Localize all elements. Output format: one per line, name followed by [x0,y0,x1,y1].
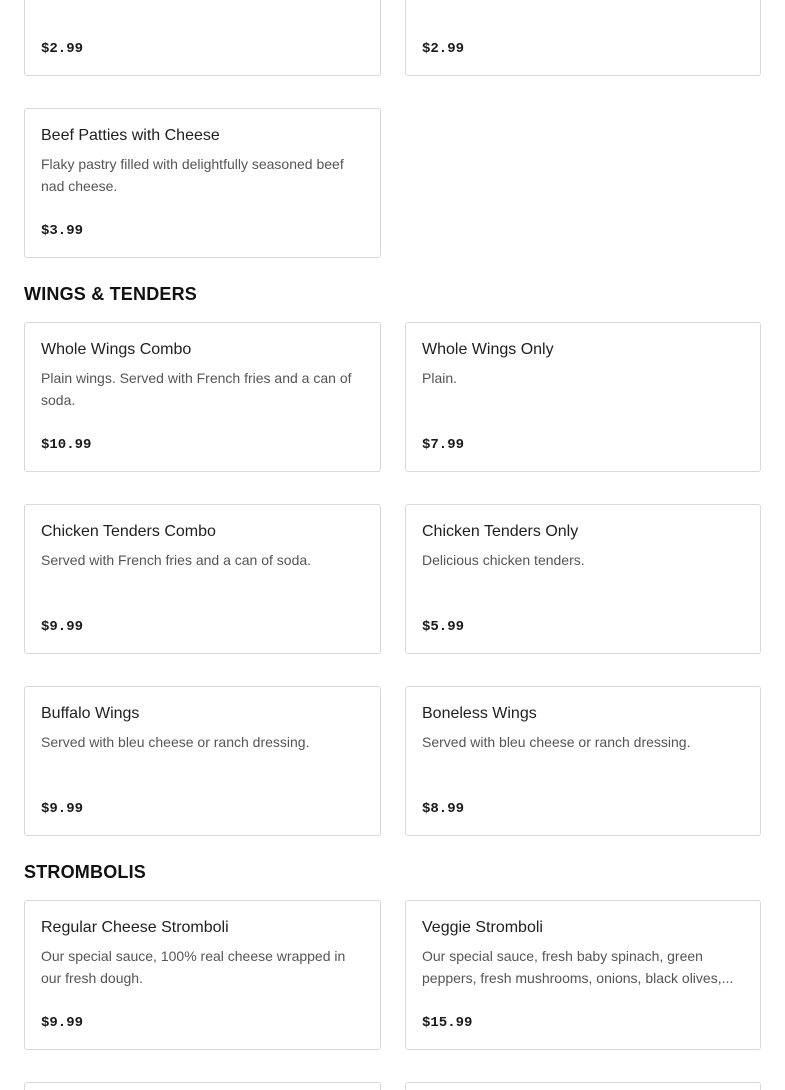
item-price: $8.99 [422,801,465,817]
item-name: Regular Cheese Stromboli [41,919,229,936]
menu-item-card[interactable] [24,900,381,1050]
item-description: Served with bleu cheese or ranch dressing. [422,734,691,750]
item-price: $7.99 [422,437,465,453]
item-description: Our special sauce, 100% real cheese wrapped in our fresh dough. [41,948,346,986]
item-name: Whole Wings Only [422,341,554,358]
menu-item-card[interactable] [405,1082,761,1090]
item-description: Our special sauce, fresh baby spinach, green peppers, fresh mushrooms, onions, black olives,... [422,948,734,986]
item-name: Beef Patties with Cheese [41,127,220,144]
section-heading-wings-tenders: WINGS & TENDERS [24,284,198,304]
item-name: Chicken Tenders Only [422,523,579,540]
item-price: $2.99 [422,41,465,57]
menu-item-card[interactable] [405,322,761,472]
menu-item-card[interactable] [24,0,381,76]
menu-item-card[interactable] [405,900,761,1050]
menu-item-card[interactable] [24,686,381,836]
item-description: Served with French fries and a can of soda. [41,552,312,568]
menu-item-card[interactable] [24,322,381,472]
menu-item-card[interactable] [405,504,761,654]
item-price: $2.99 [41,41,84,57]
item-price: $9.99 [41,801,84,817]
item-description: Flaky pastry filled with delightfully seasoned beef nad cheese. [41,156,344,194]
item-name: Veggie Stromboli [422,919,543,936]
item-description: Served with bleu cheese or ranch dressing. [41,734,310,750]
section-heading-strombolis: STROMBOLIS [24,862,146,882]
menu-item-card[interactable] [405,0,761,76]
item-name: Whole Wings Combo [41,341,192,358]
item-description: Plain. [422,370,458,386]
item-name: Buffalo Wings [41,705,140,722]
item-description: Plain wings. Served with French fries and a can of soda. [41,370,352,408]
menu-item-card[interactable] [24,108,381,258]
item-price: $3.99 [41,223,84,239]
item-price: $10.99 [41,437,92,453]
item-description: Delicious chicken tenders. [422,552,585,568]
item-name: Chicken Tenders Combo [41,523,216,540]
item-price: $15.99 [422,1015,473,1031]
menu-item-card[interactable] [405,686,761,836]
item-name: Boneless Wings [422,705,537,722]
menu-item-card[interactable] [24,504,381,654]
menu-item-card[interactable] [24,1082,381,1090]
item-price: $9.99 [41,1015,84,1031]
item-price: $5.99 [422,619,465,635]
item-price: $9.99 [41,619,84,635]
